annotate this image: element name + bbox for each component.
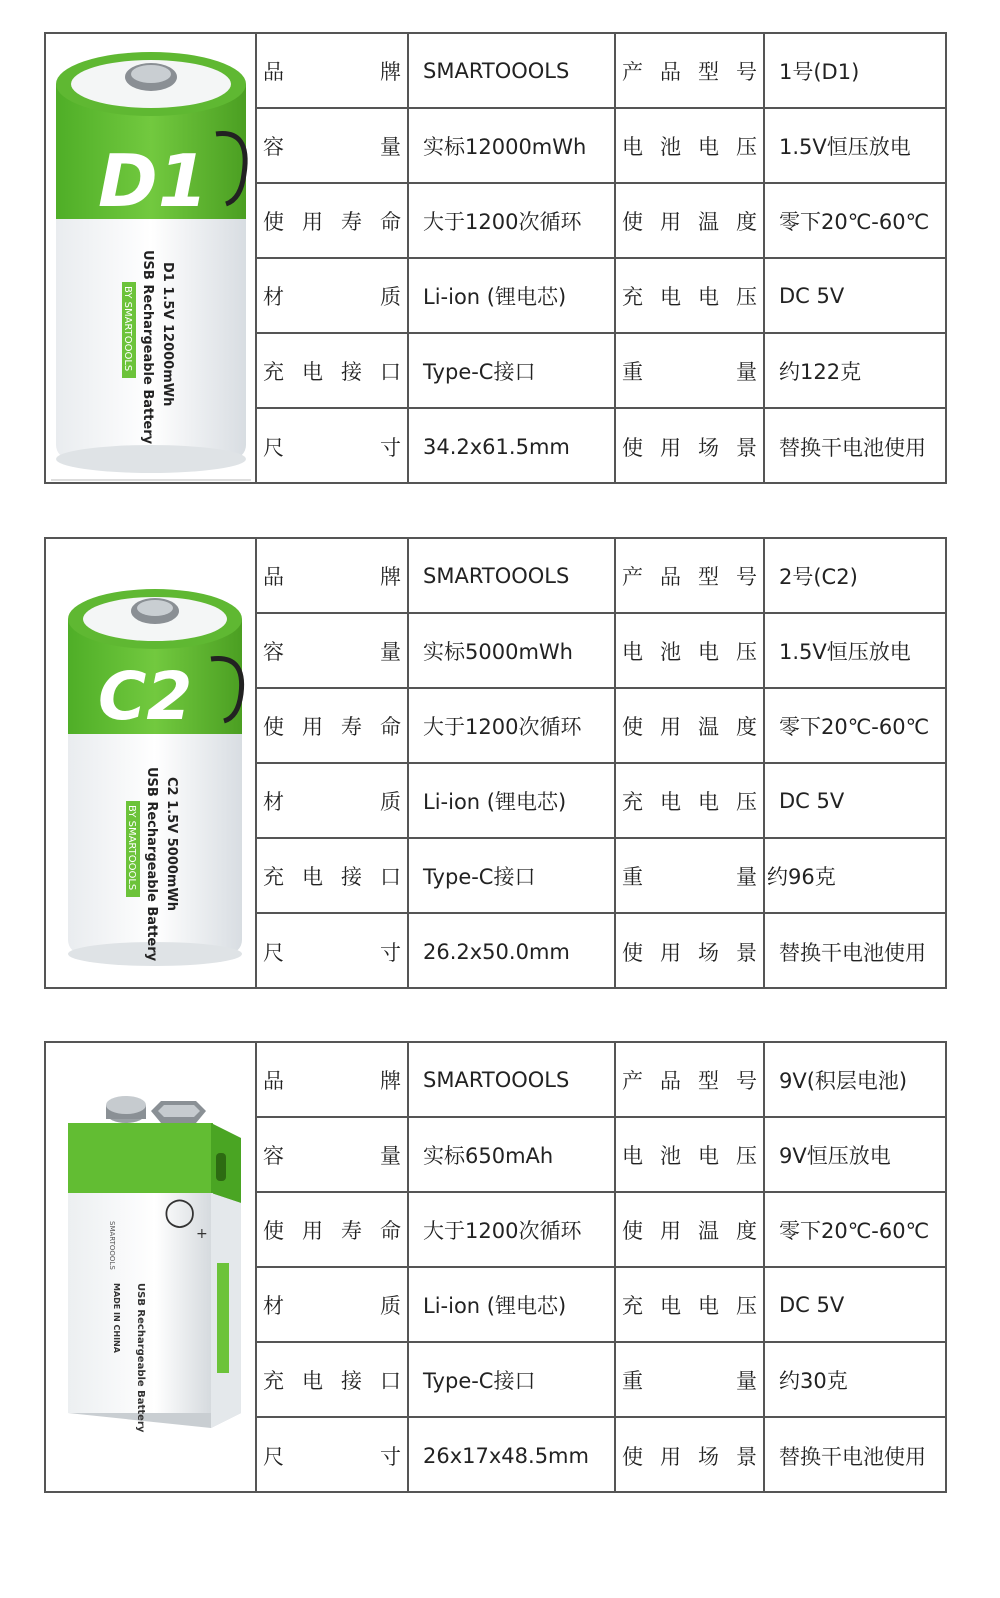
- row-value-charge-voltage: DC 5V: [779, 788, 845, 813]
- table-row: [257, 914, 945, 989]
- row-value-size: 34.2x61.5mm: [409, 409, 616, 484]
- row-value-charge-voltage: DC 5V: [779, 1292, 845, 1317]
- row-value-capacity: 实标12000mWh: [409, 109, 616, 182]
- row-label-port: 充 电 接 口: [263, 1368, 401, 1393]
- battery-c2-code: C2: [98, 658, 193, 735]
- table-row: [257, 184, 945, 259]
- row-value-model: 2号(C2): [779, 564, 858, 589]
- row-label-brand: 品 牌: [263, 59, 401, 84]
- battery-d1-label2: USB Rechargeable Battery: [140, 250, 155, 445]
- row-label-weight: 重 量: [622, 359, 757, 384]
- table-row: [257, 764, 945, 839]
- table-row: [257, 1193, 945, 1268]
- spec-table-c2: [44, 537, 947, 989]
- row-value-capacity: 实标650mAh: [409, 1118, 616, 1191]
- row-value-charge-voltage: DC 5V: [779, 283, 845, 308]
- row-value-weight: 约96克: [767, 864, 836, 889]
- row-value-lifespan: 大于1200次循环: [409, 184, 616, 257]
- battery-c2-illustration: [46, 539, 255, 987]
- row-value-material: Li-ion (锂电芯): [409, 259, 616, 332]
- row-label-temperature: 使 用 温 度: [622, 209, 757, 234]
- row-value-port: Type-C接口: [409, 334, 616, 407]
- table-row: [257, 839, 945, 914]
- row-value-brand: SMARTOOOLS: [409, 34, 616, 107]
- row-value-model: 9V(积层电池): [779, 1068, 908, 1093]
- row-label-capacity: 容 量: [263, 134, 401, 159]
- row-value-temperature: 零下20℃-60℃: [779, 1218, 930, 1243]
- table-row: [257, 539, 945, 614]
- row-label-temperature: 使 用 温 度: [622, 714, 757, 739]
- battery-9v-label2: MADE IN CHINA: [112, 1283, 121, 1353]
- row-value-port: Type-C接口: [409, 839, 616, 912]
- row-label-charge-voltage: 充 电 电 压: [622, 284, 757, 309]
- battery-d1-illustration: [46, 34, 255, 482]
- table-row: [257, 1268, 945, 1343]
- row-label-size: 尺 寸: [263, 940, 401, 965]
- row-label-material: 材 质: [263, 789, 401, 814]
- table-row: [257, 1043, 945, 1118]
- row-label-weight: 重 量: [622, 1368, 757, 1393]
- row-label-usage: 使 用 场 景: [622, 1444, 757, 1469]
- row-value-temperature: 零下20℃-60℃: [779, 209, 930, 234]
- table-row: [257, 34, 945, 109]
- row-value-size: 26x17x48.5mm: [409, 1418, 616, 1493]
- row-value-brand: SMARTOOOLS: [409, 539, 616, 612]
- battery-c2-label2: USB Rechargeable Battery: [144, 767, 159, 962]
- battery-d1-badge: BY SMARTOOOLS: [122, 286, 133, 372]
- row-value-lifespan: 大于1200次循环: [409, 1193, 616, 1266]
- table-row: [257, 1118, 945, 1193]
- row-label-capacity: 容 量: [263, 639, 401, 664]
- row-value-model: 1号(D1): [779, 59, 860, 84]
- row-value-material: Li-ion (锂电芯): [409, 1268, 616, 1341]
- row-value-weight: 约30克: [779, 1368, 848, 1393]
- row-label-size: 尺 寸: [263, 435, 401, 460]
- row-label-material: 材 质: [263, 1293, 401, 1318]
- spec-table-d1: [44, 32, 947, 484]
- svg-text:◯: ◯: [164, 1195, 196, 1228]
- row-label-lifespan: 使 用 寿 命: [263, 209, 401, 234]
- table-row: [257, 1343, 945, 1418]
- battery-photo-d1: [46, 34, 257, 482]
- row-label-weight: 重 量: [622, 864, 757, 889]
- row-label-lifespan: 使 用 寿 命: [263, 1218, 401, 1243]
- row-label-model: 产 品 型 号: [622, 59, 757, 84]
- row-label-port: 充 电 接 口: [263, 359, 401, 384]
- row-label-charge-voltage: 充 电 电 压: [622, 789, 757, 814]
- battery-c2-label1: C2 1.5V 5000mWh: [164, 777, 179, 912]
- row-value-weight: 约122克: [779, 359, 862, 384]
- table-row: [257, 109, 945, 184]
- row-value-voltage: 1.5V恒压放电: [779, 639, 911, 664]
- row-label-voltage: 电 池 电 压: [622, 1143, 757, 1168]
- table-row: [257, 689, 945, 764]
- row-label-model: 产 品 型 号: [622, 1068, 757, 1093]
- svg-text:+: +: [196, 1226, 208, 1242]
- battery-9v-illustration: [46, 1043, 255, 1491]
- row-value-usage: 替换干电池使用: [779, 940, 926, 965]
- row-label-usage: 使 用 场 景: [622, 435, 757, 460]
- row-label-voltage: 电 池 电 压: [622, 639, 757, 664]
- row-value-temperature: 零下20℃-60℃: [779, 714, 930, 739]
- row-value-voltage: 1.5V恒压放电: [779, 134, 911, 159]
- row-label-size: 尺 寸: [263, 1444, 401, 1469]
- battery-c2-badge: BY SMARTOOOLS: [126, 805, 137, 891]
- spec-grid-9v: [257, 1043, 945, 1491]
- table-row: [257, 614, 945, 689]
- table-row: [257, 1418, 945, 1493]
- row-label-port: 充 电 接 口: [263, 864, 401, 889]
- row-value-material: Li-ion (锂电芯): [409, 764, 616, 837]
- battery-9v-label1: USB Rechargeable Battery: [135, 1283, 146, 1433]
- row-label-material: 材 质: [263, 284, 401, 309]
- row-value-port: Type-C接口: [409, 1343, 616, 1416]
- row-label-voltage: 电 池 电 压: [622, 134, 757, 159]
- battery-d1-label1: D1 1.5V 12000mWh: [160, 262, 175, 407]
- row-value-lifespan: 大于1200次循环: [409, 689, 616, 762]
- row-value-usage: 替换干电池使用: [779, 1444, 926, 1469]
- table-row: [257, 409, 945, 484]
- row-label-brand: 品 牌: [263, 1068, 401, 1093]
- row-value-usage: 替换干电池使用: [779, 435, 926, 460]
- row-label-usage: 使 用 场 景: [622, 940, 757, 965]
- row-label-model: 产 品 型 号: [622, 564, 757, 589]
- row-label-charge-voltage: 充 电 电 压: [622, 1293, 757, 1318]
- row-value-brand: SMARTOOOLS: [409, 1043, 616, 1116]
- spec-grid-c2: [257, 539, 945, 987]
- row-label-capacity: 容 量: [263, 1143, 401, 1168]
- row-value-size: 26.2x50.0mm: [409, 914, 616, 989]
- row-value-capacity: 实标5000mWh: [409, 614, 616, 687]
- row-label-lifespan: 使 用 寿 命: [263, 714, 401, 739]
- battery-photo-c2: [46, 539, 257, 987]
- row-label-temperature: 使 用 温 度: [622, 1218, 757, 1243]
- row-label-brand: 品 牌: [263, 564, 401, 589]
- battery-9v-badge: SMARTOOOLS: [108, 1221, 116, 1270]
- spec-grid-d1: [257, 34, 945, 482]
- battery-d1-code: D1: [98, 139, 208, 223]
- table-row: [257, 259, 945, 334]
- battery-photo-9v: [46, 1043, 257, 1491]
- spec-table-9v: [44, 1041, 947, 1493]
- table-row: [257, 334, 945, 409]
- row-value-voltage: 9V恒压放电: [779, 1143, 891, 1168]
